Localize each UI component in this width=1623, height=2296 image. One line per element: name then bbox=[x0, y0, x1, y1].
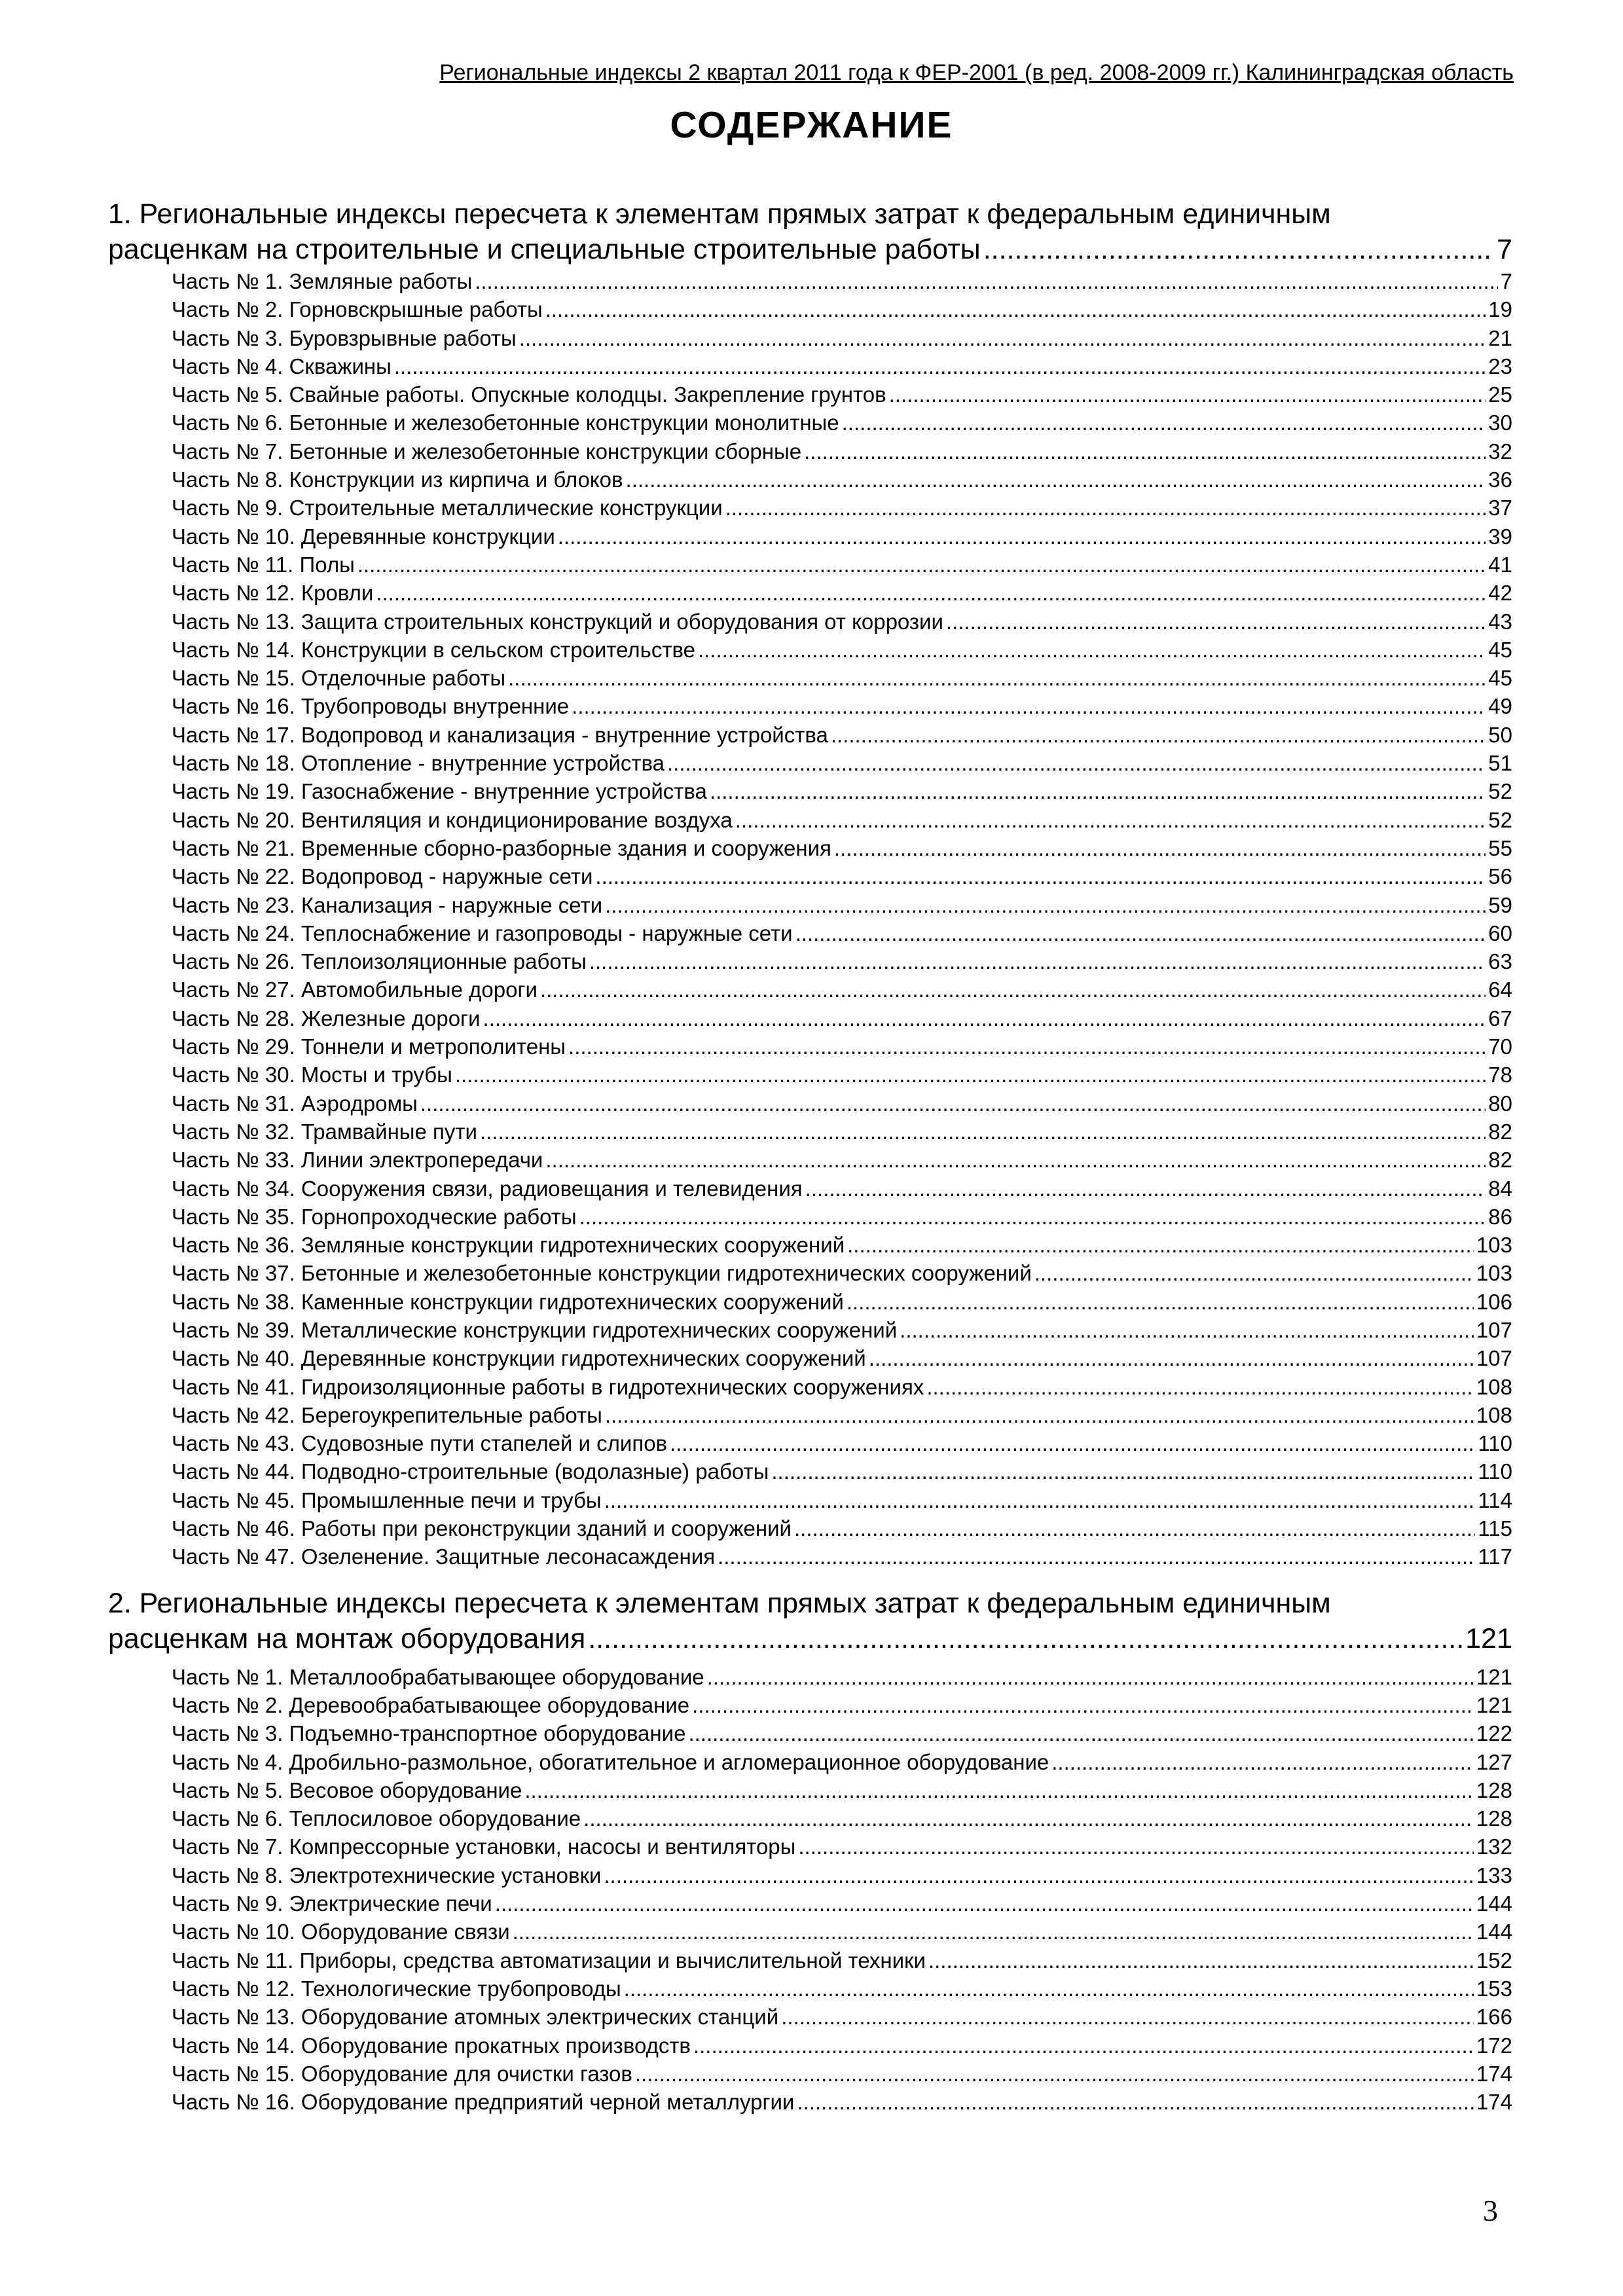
toc-entry[interactable] bbox=[172, 295, 1512, 323]
dot-leader bbox=[604, 1861, 1474, 1889]
toc-entry[interactable] bbox=[172, 834, 1512, 862]
dot-leader bbox=[519, 324, 1486, 352]
toc-entry-page: 50 bbox=[1488, 722, 1512, 747]
toc-entry-title: Часть № 14. Оборудование прокатных производств bbox=[172, 2033, 691, 2058]
toc-entry[interactable] bbox=[172, 891, 1512, 919]
toc-entry-page: 107 bbox=[1476, 1317, 1512, 1342]
toc-entry[interactable] bbox=[172, 551, 1512, 579]
toc-entry-page: 106 bbox=[1476, 1289, 1512, 1314]
toc-entry[interactable] bbox=[172, 494, 1512, 522]
dot-leader bbox=[524, 1776, 1474, 1804]
toc-entry[interactable] bbox=[172, 1804, 1512, 1832]
dot-leader bbox=[568, 1032, 1486, 1061]
toc-entry-title: Часть № 13. Оборудование атомных электрических станций bbox=[172, 2005, 779, 2030]
toc-entry-title: Часть № 42. Берегоукрепительные работы bbox=[172, 1402, 602, 1427]
toc-entry-page: 86 bbox=[1488, 1204, 1512, 1229]
toc-entry-page: 132 bbox=[1476, 1834, 1512, 1859]
dot-leader bbox=[1051, 1748, 1474, 1776]
dot-leader bbox=[589, 947, 1486, 975]
toc-entry-title: Часть № 37. Бетонные и железобетонные конструкции гидротехнических сооружений bbox=[172, 1261, 1032, 1286]
toc-entry-title: Часть № 18. Отопление - внутренние устройства bbox=[172, 751, 665, 776]
toc-entry[interactable] bbox=[172, 749, 1512, 777]
toc-entry-page: 122 bbox=[1476, 1721, 1512, 1746]
toc-entry[interactable] bbox=[172, 1457, 1512, 1485]
dot-leader bbox=[545, 295, 1486, 323]
toc-entry-page: 153 bbox=[1476, 1976, 1512, 2001]
toc-entry-title: Часть № 23. Канализация - наружные сети bbox=[172, 892, 603, 917]
toc-entry-title: Часть № 15. Отделочные работы bbox=[172, 666, 506, 691]
toc-entry[interactable] bbox=[172, 919, 1512, 947]
toc-entry-page: 127 bbox=[1476, 1749, 1512, 1774]
toc-entry-title: Часть № 8. Конструкции из кирпича и блоков bbox=[172, 467, 623, 492]
toc-entry-title: Часть № 9. Электрические печи bbox=[172, 1891, 492, 1916]
toc-entry-title: Часть № 10. Деревянные конструкции bbox=[172, 524, 555, 549]
toc-entry-page: 152 bbox=[1476, 1948, 1512, 1973]
toc-entry-title: Часть № 24. Теплоснабжение и газопроводы - наружные сети bbox=[172, 920, 793, 945]
toc-entry[interactable] bbox=[172, 1719, 1512, 1747]
toc-entry[interactable] bbox=[172, 1231, 1512, 1259]
toc-entry[interactable] bbox=[172, 579, 1512, 607]
dot-leader bbox=[376, 579, 1486, 607]
toc-entry-page: 103 bbox=[1476, 1233, 1512, 1258]
toc-entry-page: 110 bbox=[1478, 1459, 1512, 1484]
toc-entry-title: Часть № 22. Водопровод - наружные сети bbox=[172, 864, 593, 889]
toc-entry-title: Часть № 3. Подъемно-транспортное оборудование bbox=[172, 1721, 686, 1746]
toc-entry[interactable] bbox=[172, 862, 1512, 890]
toc-entry-page: 32 bbox=[1488, 439, 1512, 464]
toc-entry-title: Часть № 16. Оборудование предприятий черной металлургии bbox=[172, 2090, 795, 2115]
toc-entry[interactable] bbox=[172, 1175, 1512, 1203]
toc-entry-page: 43 bbox=[1488, 609, 1512, 634]
toc-entry-title: Часть № 21. Временные сборно-разборные здания и сооружения bbox=[172, 835, 831, 860]
section-heading-line2 bbox=[108, 1621, 1512, 1656]
toc-entry-title: Часть № 41. Гидроизоляционные работы в гидротехнических сооружениях bbox=[172, 1374, 924, 1399]
toc-entry-title: Часть № 4. Скважины bbox=[172, 354, 392, 378]
page-number: 3 bbox=[1483, 2194, 1498, 2227]
toc-entry-page: 56 bbox=[1488, 864, 1512, 889]
dot-leader bbox=[834, 834, 1486, 862]
toc-entry-page: 121 bbox=[1476, 1692, 1512, 1717]
table-of-contents bbox=[108, 196, 1512, 2116]
toc-entry[interactable] bbox=[172, 1486, 1512, 1514]
toc-entry-title: Часть № 7. Бетонные и железобетонные конструкции сборные bbox=[172, 439, 802, 464]
toc-entry[interactable] bbox=[172, 1918, 1512, 1946]
toc-entry-title: Часть № 13. Защита строительных конструкций и оборудования от коррозии bbox=[172, 609, 943, 634]
toc-entry-title: Часть № 15. Оборудование для очистки газов bbox=[172, 2061, 632, 2086]
dot-leader bbox=[483, 1004, 1486, 1032]
toc-entry-title: Часть № 46. Работы при реконструкции зданий и сооружений bbox=[172, 1516, 792, 1541]
toc-entry[interactable] bbox=[172, 267, 1512, 295]
toc-entry-title: Часть № 7. Компрессорные установки, насосы и вентиляторы bbox=[172, 1834, 796, 1859]
toc-entry[interactable] bbox=[172, 352, 1512, 380]
toc-entry-page: 133 bbox=[1476, 1863, 1512, 1887]
toc-entry-page: 42 bbox=[1488, 581, 1512, 606]
dot-leader bbox=[604, 1486, 1476, 1514]
toc-entry[interactable] bbox=[172, 324, 1512, 352]
toc-entry-page: 166 bbox=[1476, 2005, 1512, 2030]
toc-entry[interactable] bbox=[172, 1061, 1512, 1089]
toc-entry-page: 108 bbox=[1476, 1402, 1512, 1427]
dot-leader bbox=[805, 1175, 1486, 1203]
dot-leader bbox=[798, 1832, 1474, 1861]
section-page-number: 7 bbox=[1497, 234, 1512, 265]
toc-entry-page: 114 bbox=[1478, 1487, 1512, 1512]
section-heading-text: расценкам на строительные и специальные строительные работы bbox=[108, 234, 981, 265]
toc-entry-page: 49 bbox=[1488, 694, 1512, 719]
toc-entry-title: Часть № 19. Газоснабжение - внутренние устройства bbox=[172, 779, 707, 804]
toc-entry-title: Часть № 31. Аэродромы bbox=[172, 1091, 418, 1116]
toc-entry-page: 82 bbox=[1488, 1119, 1512, 1144]
dot-leader bbox=[394, 352, 1486, 380]
toc-entry-page: 21 bbox=[1488, 325, 1512, 350]
toc-entry-page: 30 bbox=[1488, 410, 1512, 435]
toc-entry[interactable] bbox=[172, 1748, 1512, 1776]
dot-leader bbox=[946, 608, 1486, 636]
dot-leader bbox=[797, 2088, 1474, 2116]
toc-entry-page: 52 bbox=[1488, 779, 1512, 804]
toc-entry-page: 70 bbox=[1488, 1034, 1512, 1059]
toc-entry-title: Часть № 27. Автомобильные дороги bbox=[172, 977, 538, 1002]
dot-leader bbox=[605, 1401, 1474, 1429]
toc-entry-page: 36 bbox=[1488, 467, 1512, 492]
toc-entry-title: Часть № 1. Земляные работы bbox=[172, 269, 473, 293]
dot-leader bbox=[781, 2003, 1474, 2031]
toc-entry[interactable] bbox=[172, 1832, 1512, 1861]
toc-entry[interactable] bbox=[172, 1975, 1512, 2003]
toc-entry-title: Часть № 32. Трамвайные пути bbox=[172, 1119, 477, 1144]
toc-entry-title: Часть № 1. Металлообрабатывающее оборудование bbox=[172, 1664, 704, 1689]
toc-entry-page: 82 bbox=[1488, 1148, 1512, 1173]
toc-entry-title: Часть № 20. Вентиляция и кондиционирование воздуха bbox=[172, 807, 733, 832]
dot-leader bbox=[869, 1344, 1474, 1372]
toc-entry-page: 172 bbox=[1476, 2033, 1512, 2058]
toc-entry[interactable] bbox=[172, 721, 1512, 749]
toc-entry-title: Часть № 30. Мосты и трубы bbox=[172, 1063, 452, 1087]
dot-leader bbox=[475, 267, 1497, 295]
toc-entry-page: 45 bbox=[1488, 637, 1512, 662]
toc-entry-title: Часть № 35. Горнопроходческие работы bbox=[172, 1204, 577, 1229]
section-page-number: 121 bbox=[1465, 1622, 1512, 1654]
dot-leader bbox=[842, 409, 1486, 437]
toc-entry-page: 19 bbox=[1488, 297, 1512, 322]
dot-leader bbox=[495, 1889, 1474, 1918]
toc-entry-page: 107 bbox=[1476, 1346, 1512, 1371]
dot-leader bbox=[455, 1061, 1486, 1089]
dot-leader bbox=[725, 494, 1486, 522]
dot-leader bbox=[595, 862, 1486, 890]
toc-entry-title: Часть № 12. Технологические трубопроводы bbox=[172, 1976, 621, 2001]
toc-entry-page: 108 bbox=[1476, 1374, 1512, 1399]
dot-leader bbox=[626, 465, 1486, 494]
toc-entry-page: 51 bbox=[1488, 751, 1512, 776]
toc-entry[interactable] bbox=[172, 777, 1512, 805]
toc-entry-page: 59 bbox=[1488, 892, 1512, 917]
toc-entry[interactable] bbox=[172, 1861, 1512, 1889]
toc-entry[interactable] bbox=[172, 1946, 1512, 1975]
dot-leader bbox=[804, 437, 1486, 465]
toc-entry-title: Часть № 10. Оборудование связи bbox=[172, 1920, 510, 1944]
toc-entry[interactable] bbox=[172, 1373, 1512, 1401]
toc-entry-page: 45 bbox=[1488, 666, 1512, 691]
toc-entry[interactable] bbox=[172, 1401, 1512, 1429]
dot-leader bbox=[900, 1316, 1474, 1344]
toc-entry-list bbox=[172, 1663, 1512, 2117]
toc-entry-title: Часть № 5. Весовое оборудование bbox=[172, 1777, 522, 1802]
toc-entry[interactable] bbox=[172, 1663, 1512, 1691]
section-heading-text: расценкам на монтаж оборудования bbox=[108, 1622, 586, 1654]
toc-entry-title: Часть № 2. Горновскрышные работы bbox=[172, 297, 543, 322]
toc-entry-title: Часть № 4. Дробильно-размольное, обогатительное и агломерационное оборудование bbox=[172, 1749, 1049, 1774]
toc-entry[interactable] bbox=[172, 2088, 1512, 2116]
toc-entry-title: Часть № 9. Строительные металлические конструкции bbox=[172, 496, 723, 520]
dot-leader bbox=[692, 1691, 1474, 1719]
toc-entry-title: Часть № 8. Электротехнические установки bbox=[172, 1863, 602, 1887]
toc-entry-page: 144 bbox=[1476, 1920, 1512, 1944]
toc-entry-title: Часть № 16. Трубопроводы внутренние bbox=[172, 694, 570, 719]
dot-leader bbox=[710, 777, 1486, 805]
toc-entry-title: Часть № 17. Водопровод и канализация - внутренние устройства bbox=[172, 722, 828, 747]
toc-entry-page: 67 bbox=[1488, 1006, 1512, 1030]
page-title: СОДЕРЖАНИЕ bbox=[670, 104, 953, 146]
section-heading[interactable] bbox=[108, 1586, 1512, 1656]
toc-entry-page: 117 bbox=[1478, 1544, 1512, 1569]
toc-entry-title: Часть № 6. Бетонные и железобетонные конструкции монолитные bbox=[172, 410, 839, 435]
dot-leader bbox=[513, 1918, 1474, 1946]
toc-entry-title: Часть № 12. Кровли bbox=[172, 581, 374, 606]
toc-entry-page: 78 bbox=[1488, 1063, 1512, 1087]
dot-leader bbox=[847, 1288, 1474, 1316]
toc-entry-title: Часть № 40. Деревянные конструкции гидротехнических сооружений bbox=[172, 1346, 866, 1371]
dot-leader bbox=[771, 1457, 1475, 1485]
toc-entry-title: Часть № 11. Полы bbox=[172, 552, 355, 577]
running-header: Региональные индексы 2 квартал 2011 года к ФЕР-2001 (в ред. 2008-2009 гг.) Калининградская область bbox=[439, 60, 1514, 85]
toc-entry-page: 128 bbox=[1476, 1806, 1512, 1831]
dot-leader bbox=[558, 522, 1486, 551]
toc-entry-title: Часть № 47. Озеленение. Защитные лесонасаждения bbox=[172, 1544, 716, 1569]
toc-entry-page: 174 bbox=[1476, 2090, 1512, 2115]
toc-entry[interactable] bbox=[172, 1429, 1512, 1457]
toc-entry-title: Часть № 2. Деревообрабатывающее оборудование bbox=[172, 1692, 690, 1717]
toc-entry-page: 110 bbox=[1478, 1431, 1512, 1456]
toc-entry[interactable] bbox=[172, 692, 1512, 720]
toc-entry[interactable] bbox=[172, 522, 1512, 551]
toc-entry-title: Часть № 38. Каменные конструкции гидротехнических сооружений bbox=[172, 1289, 844, 1314]
toc-entry[interactable] bbox=[172, 1203, 1512, 1231]
toc-entry-title: Часть № 39. Металлические конструкции гидротехнических сооружений bbox=[172, 1317, 898, 1342]
dot-leader bbox=[667, 749, 1486, 777]
toc-entry-title: Часть № 3. Буровзрывные работы bbox=[172, 325, 517, 350]
toc-entry-page: 80 bbox=[1488, 1091, 1512, 1116]
toc-entry-title: Часть № 34. Сооружения связи, радиовещания и телевидения bbox=[172, 1176, 803, 1201]
toc-entry-page: 60 bbox=[1488, 920, 1512, 945]
toc-entry-page: 121 bbox=[1476, 1664, 1512, 1689]
toc-entry[interactable] bbox=[172, 1146, 1512, 1174]
dot-leader bbox=[624, 1975, 1474, 2003]
toc-entry[interactable] bbox=[172, 1889, 1512, 1918]
toc-entry-page: 23 bbox=[1488, 354, 1512, 378]
dot-leader bbox=[545, 1146, 1486, 1174]
toc-entry-title: Часть № 43. Судовозные пути стапелей и слипов bbox=[172, 1431, 668, 1456]
dot-leader bbox=[480, 1118, 1486, 1146]
toc-entry[interactable] bbox=[172, 465, 1512, 494]
dot-leader bbox=[420, 1089, 1486, 1118]
toc-entry-title: Часть № 45. Промышленные печи и трубы bbox=[172, 1487, 602, 1512]
toc-entry[interactable] bbox=[172, 664, 1512, 692]
toc-entry-title: Часть № 29. Тоннели и метрополитены bbox=[172, 1034, 566, 1059]
dot-leader bbox=[707, 1663, 1474, 1691]
toc-entry-page: 103 bbox=[1476, 1261, 1512, 1286]
toc-entry[interactable] bbox=[172, 409, 1512, 437]
toc-entry[interactable] bbox=[172, 806, 1512, 834]
dot-leader bbox=[583, 1804, 1474, 1832]
dot-leader bbox=[831, 721, 1486, 749]
toc-entry-title: Часть № 33. Линии электропередачи bbox=[172, 1148, 543, 1173]
dot-leader bbox=[635, 2060, 1474, 2088]
toc-entry[interactable] bbox=[172, 2060, 1512, 2088]
toc-entry-title: Часть № 44. Подводно-строительные (водолазные) работы bbox=[172, 1459, 769, 1484]
toc-entry[interactable] bbox=[172, 636, 1512, 664]
dot-leader bbox=[847, 1231, 1474, 1259]
dot-leader bbox=[572, 692, 1486, 720]
toc-entry[interactable] bbox=[172, 1344, 1512, 1372]
toc-entry-page: 128 bbox=[1476, 1777, 1512, 1802]
toc-entry[interactable] bbox=[172, 1259, 1512, 1287]
toc-entry-page: 84 bbox=[1488, 1176, 1512, 1201]
toc-entry[interactable] bbox=[172, 1542, 1512, 1571]
toc-entry-page: 25 bbox=[1488, 382, 1512, 407]
dot-leader bbox=[928, 1946, 1474, 1975]
toc-entry-page: 39 bbox=[1488, 524, 1512, 549]
toc-entry[interactable] bbox=[172, 608, 1512, 636]
section-heading-line1: 1. Региональные индексы пересчета к элементам прямых затрат к федеральным единичным bbox=[108, 198, 1331, 230]
toc-entry-page: 41 bbox=[1488, 552, 1512, 577]
dot-leader bbox=[357, 551, 1486, 579]
dot-leader bbox=[579, 1203, 1486, 1231]
toc-entry-page: 144 bbox=[1476, 1891, 1512, 1916]
section-heading-line2 bbox=[108, 232, 1512, 267]
toc-entry[interactable] bbox=[172, 1776, 1512, 1804]
dot-leader bbox=[670, 1429, 1475, 1457]
dot-leader bbox=[605, 891, 1486, 919]
dot-leader bbox=[698, 636, 1486, 664]
dot-leader bbox=[688, 1719, 1474, 1747]
toc-entry[interactable] bbox=[172, 1316, 1512, 1344]
toc-entry-page: 55 bbox=[1488, 835, 1512, 860]
toc-section bbox=[108, 196, 1512, 1571]
dot-leader bbox=[794, 1514, 1475, 1542]
toc-entry[interactable] bbox=[172, 1032, 1512, 1061]
toc-entry-page: 174 bbox=[1476, 2061, 1512, 2086]
dot-leader bbox=[693, 2032, 1474, 2060]
toc-entry[interactable] bbox=[172, 2032, 1512, 2060]
toc-section bbox=[108, 1586, 1512, 2117]
toc-entry[interactable] bbox=[172, 1288, 1512, 1316]
toc-entry-title: Часть № 28. Железные дороги bbox=[172, 1006, 481, 1030]
toc-entry[interactable] bbox=[172, 1514, 1512, 1542]
toc-entry-page: 52 bbox=[1488, 807, 1512, 832]
toc-entry[interactable] bbox=[172, 437, 1512, 465]
section-heading-line1: 2. Региональные индексы пересчета к элементам прямых затрат к федеральным единичным bbox=[108, 1587, 1331, 1619]
dot-leader bbox=[540, 975, 1486, 1004]
toc-entry[interactable] bbox=[172, 975, 1512, 1004]
toc-entry-page: 7 bbox=[1500, 269, 1512, 293]
toc-entry-title: Часть № 11. Приборы, средства автоматизации и вычислительной техники bbox=[172, 1948, 926, 1973]
dot-leader bbox=[983, 232, 1494, 267]
section-heading[interactable] bbox=[108, 196, 1512, 267]
toc-entry-page: 64 bbox=[1488, 977, 1512, 1002]
toc-entry-page: 115 bbox=[1478, 1516, 1512, 1541]
toc-entry-title: Часть № 5. Свайные работы. Опускные колодцы. Закрепление грунтов bbox=[172, 382, 886, 407]
toc-entry-title: Часть № 6. Теплосиловое оборудование bbox=[172, 1806, 581, 1831]
toc-entry-list bbox=[172, 267, 1512, 1571]
dot-leader bbox=[718, 1542, 1475, 1571]
dot-leader bbox=[588, 1621, 1463, 1656]
toc-entry[interactable] bbox=[172, 947, 1512, 975]
toc-entry[interactable] bbox=[172, 1118, 1512, 1146]
toc-entry-title: Часть № 26. Теплоизоляционные работы bbox=[172, 949, 587, 974]
dot-leader bbox=[926, 1373, 1474, 1401]
toc-entry[interactable] bbox=[172, 1004, 1512, 1032]
toc-entry[interactable] bbox=[172, 380, 1512, 409]
toc-entry-title: Часть № 14. Конструкции в сельском строительстве bbox=[172, 637, 695, 662]
dot-leader bbox=[1034, 1259, 1474, 1287]
dot-leader bbox=[735, 806, 1486, 834]
dot-leader bbox=[889, 380, 1486, 409]
dot-leader bbox=[795, 919, 1486, 947]
dot-leader bbox=[508, 664, 1486, 692]
toc-entry[interactable] bbox=[172, 2003, 1512, 2031]
toc-entry[interactable] bbox=[172, 1691, 1512, 1719]
toc-entry-page: 63 bbox=[1488, 949, 1512, 974]
toc-entry-title: Часть № 36. Земляные конструкции гидротехнических сооружений bbox=[172, 1233, 845, 1258]
toc-entry[interactable] bbox=[172, 1089, 1512, 1118]
toc-entry-page: 37 bbox=[1488, 496, 1512, 520]
